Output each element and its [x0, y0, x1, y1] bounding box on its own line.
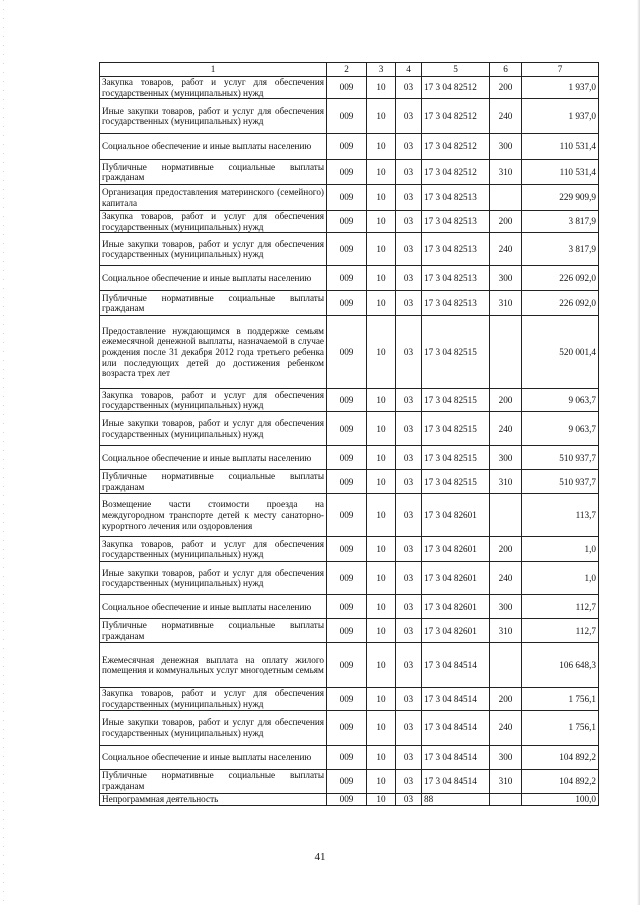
row-section-cell: 10: [367, 291, 396, 316]
row-section-cell: 10: [367, 710, 396, 745]
row-grbs-cell: 009: [327, 412, 367, 446]
row-target-article-cell: 17 3 04 82512: [422, 99, 490, 134]
row-expense-type-cell: 310: [490, 470, 522, 494]
row-section-cell: 10: [367, 316, 396, 389]
row-expense-type-cell: 200: [490, 537, 522, 562]
row-subsection-cell: 03: [396, 233, 422, 266]
row-section-cell: 10: [367, 412, 396, 446]
row-name-cell: Иные закупки товаров, работ и услуг для обеспечения государственных (муниципальных) нужд: [100, 233, 327, 266]
row-amount-cell: 100,0: [522, 793, 599, 805]
row-name-cell: Публичные нормативные социальные выплаты гражданам: [100, 470, 327, 494]
table-row: [100, 562, 599, 595]
table-row: [100, 745, 599, 769]
row-grbs-cell: 009: [327, 266, 367, 291]
row-subsection-cell: 03: [396, 160, 422, 185]
row-subsection-cell: 03: [396, 537, 422, 562]
row-expense-type-cell: 300: [490, 134, 522, 160]
row-subsection-cell: 03: [396, 643, 422, 688]
row-amount-cell: 9 063,7: [522, 389, 599, 412]
row-expense-type-cell: 240: [490, 412, 522, 446]
row-name-cell: Социальное обеспечение и иные выплаты населению: [100, 595, 327, 619]
row-subsection-cell: 03: [396, 412, 422, 446]
row-target-article-cell: 17 3 04 84514: [422, 745, 490, 769]
row-amount-cell: 1 937,0: [522, 99, 599, 134]
row-subsection-cell: 03: [396, 494, 422, 537]
row-grbs-cell: 009: [327, 619, 367, 643]
row-section-cell: 10: [367, 643, 396, 688]
row-section-cell: 10: [367, 185, 396, 211]
row-amount-cell: 104 892,2: [522, 769, 599, 793]
row-section-cell: 10: [367, 562, 396, 595]
row-grbs-cell: 009: [327, 745, 367, 769]
row-section-cell: 10: [367, 389, 396, 412]
row-section-cell: 10: [367, 769, 396, 793]
row-grbs-cell: 009: [327, 688, 367, 710]
row-target-article-cell: 17 3 04 82515: [422, 389, 490, 412]
row-section-cell: 10: [367, 99, 396, 134]
row-name-cell: Социальное обеспечение и иные выплаты населению: [100, 745, 327, 769]
row-subsection-cell: 03: [396, 769, 422, 793]
row-expense-type-cell: 310: [490, 769, 522, 793]
table-header: [100, 63, 599, 77]
row-grbs-cell: 009: [327, 99, 367, 134]
header-col-6: 6: [490, 63, 522, 77]
table-row: [100, 77, 599, 99]
row-section-cell: 10: [367, 77, 396, 99]
row-amount-cell: 229 909,9: [522, 185, 599, 211]
row-grbs-cell: 009: [327, 595, 367, 619]
row-subsection-cell: 03: [396, 316, 422, 389]
row-expense-type-cell: 310: [490, 160, 522, 185]
row-name-cell: Организация предоставления материнского (семейного) капитала: [100, 185, 327, 211]
row-name-cell: Иные закупки товаров, работ и услуг для обеспечения государственных (муниципальных) нужд: [100, 562, 327, 595]
row-subsection-cell: 03: [396, 446, 422, 470]
row-expense-type-cell: 240: [490, 562, 522, 595]
row-grbs-cell: 009: [327, 470, 367, 494]
row-name-cell: Публичные нормативные социальные выплаты гражданам: [100, 291, 327, 316]
row-section-cell: 10: [367, 619, 396, 643]
table-row: [100, 134, 599, 160]
table-row: [100, 470, 599, 494]
row-name-cell: Закупка товаров, работ и услуг для обеспечения государственных (муниципальных) нужд: [100, 211, 327, 233]
row-section-cell: 10: [367, 494, 396, 537]
row-name-cell: Ежемесячная денежная выплата на оплату жилого помещения и коммунальных услуг многодетным семьям: [100, 643, 327, 688]
table-body: [100, 77, 599, 806]
row-expense-type-cell: [490, 793, 522, 805]
page-number: 41: [314, 851, 326, 863]
table-row: [100, 793, 599, 805]
row-amount-cell: 226 092,0: [522, 291, 599, 316]
row-target-article-cell: 17 3 04 82601: [422, 494, 490, 537]
row-section-cell: 10: [367, 537, 396, 562]
row-amount-cell: 3 817,9: [522, 233, 599, 266]
row-amount-cell: 106 648,3: [522, 643, 599, 688]
row-subsection-cell: 03: [396, 470, 422, 494]
row-target-article-cell: 17 3 04 82512: [422, 160, 490, 185]
row-section-cell: 10: [367, 446, 396, 470]
row-expense-type-cell: [490, 316, 522, 389]
row-amount-cell: 510 937,7: [522, 446, 599, 470]
row-subsection-cell: 03: [396, 793, 422, 805]
row-subsection-cell: 03: [396, 99, 422, 134]
row-target-article-cell: 17 3 04 84514: [422, 688, 490, 710]
table-row: [100, 266, 599, 291]
row-expense-type-cell: 240: [490, 710, 522, 745]
row-target-article-cell: 17 3 04 82513: [422, 291, 490, 316]
row-grbs-cell: 009: [327, 77, 367, 99]
row-section-cell: 10: [367, 793, 396, 805]
row-target-article-cell: 17 3 04 82513: [422, 266, 490, 291]
row-grbs-cell: 009: [327, 134, 367, 160]
row-amount-cell: 113,7: [522, 494, 599, 537]
row-expense-type-cell: 200: [490, 389, 522, 412]
row-target-article-cell: 17 3 04 82601: [422, 595, 490, 619]
row-name-cell: Закупка товаров, работ и услуг для обеспечения государственных (муниципальных) нужд: [100, 688, 327, 710]
table-row: [100, 769, 599, 793]
row-grbs-cell: 009: [327, 291, 367, 316]
row-target-article-cell: 17 3 04 82515: [422, 412, 490, 446]
row-expense-type-cell: [490, 185, 522, 211]
row-section-cell: 10: [367, 745, 396, 769]
row-target-article-cell: 17 3 04 84514: [422, 643, 490, 688]
table-row: [100, 316, 599, 389]
budget-table: [99, 62, 599, 806]
table-row: [100, 619, 599, 643]
row-subsection-cell: 03: [396, 185, 422, 211]
row-amount-cell: 3 817,9: [522, 211, 599, 233]
row-expense-type-cell: 200: [490, 688, 522, 710]
row-name-cell: Публичные нормативные социальные выплаты гражданам: [100, 619, 327, 643]
row-name-cell: Закупка товаров, работ и услуг для обеспечения государственных (муниципальных) нужд: [100, 537, 327, 562]
row-name-cell: Публичные нормативные социальные выплаты гражданам: [100, 160, 327, 185]
header-col-2: 2: [327, 63, 367, 77]
row-expense-type-cell: 300: [490, 446, 522, 470]
row-section-cell: 10: [367, 233, 396, 266]
row-grbs-cell: 009: [327, 185, 367, 211]
row-subsection-cell: 03: [396, 266, 422, 291]
row-subsection-cell: 03: [396, 619, 422, 643]
row-section-cell: 10: [367, 211, 396, 233]
table-row: [100, 688, 599, 710]
table-row: [100, 537, 599, 562]
row-grbs-cell: 009: [327, 710, 367, 745]
row-amount-cell: 9 063,7: [522, 412, 599, 446]
row-target-article-cell: 17 3 04 82512: [422, 134, 490, 160]
row-name-cell: Возмещение части стоимости проезда на междугородном транспорте детей к месту санаторно-курортного лечения или оздоровления: [100, 494, 327, 537]
row-amount-cell: 510 937,7: [522, 470, 599, 494]
row-target-article-cell: 17 3 04 82512: [422, 77, 490, 99]
row-grbs-cell: 009: [327, 562, 367, 595]
row-target-article-cell: 17 3 04 82515: [422, 470, 490, 494]
table-row: [100, 291, 599, 316]
table-row: [100, 99, 599, 134]
row-expense-type-cell: 240: [490, 99, 522, 134]
row-grbs-cell: 009: [327, 643, 367, 688]
table-row: [100, 446, 599, 470]
row-expense-type-cell: 300: [490, 266, 522, 291]
row-grbs-cell: 009: [327, 769, 367, 793]
row-name-cell: Предоставление нуждающимся в поддержке семьям ежемесячной денежной выплаты, назначаемой в случае рождения после 31 декабря 2012 года третьего ребенка или последующих детей до достижения ребенком возраста трех лет: [100, 316, 327, 389]
row-expense-type-cell: 200: [490, 77, 522, 99]
row-name-cell: Иные закупки товаров, работ и услуг для обеспечения государственных (муниципальных) нужд: [100, 710, 327, 745]
row-expense-type-cell: 300: [490, 595, 522, 619]
row-expense-type-cell: 300: [490, 745, 522, 769]
table-row: [100, 643, 599, 688]
row-name-cell: Закупка товаров, работ и услуг для обеспечения государственных (муниципальных) нужд: [100, 389, 327, 412]
row-subsection-cell: 03: [396, 688, 422, 710]
table-row: [100, 595, 599, 619]
row-name-cell: Непрограммная деятельность: [100, 793, 327, 805]
row-expense-type-cell: 240: [490, 233, 522, 266]
row-subsection-cell: 03: [396, 211, 422, 233]
row-amount-cell: 1 756,1: [522, 710, 599, 745]
row-amount-cell: 1,0: [522, 537, 599, 562]
row-amount-cell: 1,0: [522, 562, 599, 595]
table-row: [100, 412, 599, 446]
table-row: [100, 160, 599, 185]
row-grbs-cell: 009: [327, 389, 367, 412]
row-grbs-cell: 009: [327, 537, 367, 562]
row-section-cell: 10: [367, 134, 396, 160]
header-col-3: 3: [367, 63, 396, 77]
header-col-1: 1: [100, 63, 327, 77]
row-grbs-cell: 009: [327, 316, 367, 389]
scan-binding-marks: [3, 0, 4, 905]
row-section-cell: 10: [367, 470, 396, 494]
row-amount-cell: 112,7: [522, 595, 599, 619]
row-name-cell: Социальное обеспечение и иные выплаты населению: [100, 266, 327, 291]
table-row: [100, 494, 599, 537]
row-amount-cell: 110 531,4: [522, 160, 599, 185]
header-row: [100, 63, 599, 77]
row-subsection-cell: 03: [396, 134, 422, 160]
row-section-cell: 10: [367, 595, 396, 619]
row-expense-type-cell: 200: [490, 211, 522, 233]
row-expense-type-cell: [490, 643, 522, 688]
row-grbs-cell: 009: [327, 160, 367, 185]
row-name-cell: Социальное обеспечение и иные выплаты населению: [100, 134, 327, 160]
row-amount-cell: 226 092,0: [522, 266, 599, 291]
row-name-cell: Публичные нормативные социальные выплаты гражданам: [100, 769, 327, 793]
header-col-5: 5: [422, 63, 490, 77]
table-row: [100, 185, 599, 211]
row-name-cell: Иные закупки товаров, работ и услуг для обеспечения государственных (муниципальных) нужд: [100, 412, 327, 446]
row-grbs-cell: 009: [327, 793, 367, 805]
row-target-article-cell: 17 3 04 84514: [422, 769, 490, 793]
row-target-article-cell: 17 3 04 82513: [422, 185, 490, 211]
row-target-article-cell: 17 3 04 82601: [422, 619, 490, 643]
row-grbs-cell: 009: [327, 446, 367, 470]
row-subsection-cell: 03: [396, 562, 422, 595]
row-target-article-cell: 17 3 04 82515: [422, 446, 490, 470]
row-amount-cell: 110 531,4: [522, 134, 599, 160]
row-target-article-cell: 17 3 04 84514: [422, 710, 490, 745]
row-target-article-cell: 17 3 04 82601: [422, 537, 490, 562]
table-row: [100, 233, 599, 266]
row-target-article-cell: 88: [422, 793, 490, 805]
header-col-7: 7: [522, 63, 599, 77]
row-subsection-cell: 03: [396, 389, 422, 412]
table-row: [100, 389, 599, 412]
table-row: [100, 211, 599, 233]
row-grbs-cell: 009: [327, 494, 367, 537]
row-amount-cell: 104 892,2: [522, 745, 599, 769]
row-name-cell: Иные закупки товаров, работ и услуг для обеспечения государственных (муниципальных) нужд: [100, 99, 327, 134]
row-grbs-cell: 009: [327, 233, 367, 266]
row-subsection-cell: 03: [396, 77, 422, 99]
row-amount-cell: 1 756,1: [522, 688, 599, 710]
row-expense-type-cell: [490, 494, 522, 537]
row-target-article-cell: 17 3 04 82515: [422, 316, 490, 389]
row-subsection-cell: 03: [396, 745, 422, 769]
row-section-cell: 10: [367, 160, 396, 185]
row-subsection-cell: 03: [396, 710, 422, 745]
row-amount-cell: 520 001,4: [522, 316, 599, 389]
row-amount-cell: 112,7: [522, 619, 599, 643]
row-target-article-cell: 17 3 04 82513: [422, 233, 490, 266]
row-subsection-cell: 03: [396, 595, 422, 619]
table-row: [100, 710, 599, 745]
row-section-cell: 10: [367, 688, 396, 710]
row-target-article-cell: 17 3 04 82601: [422, 562, 490, 595]
row-name-cell: Закупка товаров, работ и услуг для обеспечения государственных (муниципальных) нужд: [100, 77, 327, 99]
row-name-cell: Социальное обеспечение и иные выплаты населению: [100, 446, 327, 470]
row-target-article-cell: 17 3 04 82513: [422, 211, 490, 233]
row-expense-type-cell: 310: [490, 619, 522, 643]
header-col-4: 4: [396, 63, 422, 77]
row-subsection-cell: 03: [396, 291, 422, 316]
row-grbs-cell: 009: [327, 211, 367, 233]
row-section-cell: 10: [367, 266, 396, 291]
row-expense-type-cell: 310: [490, 291, 522, 316]
row-amount-cell: 1 937,0: [522, 77, 599, 99]
